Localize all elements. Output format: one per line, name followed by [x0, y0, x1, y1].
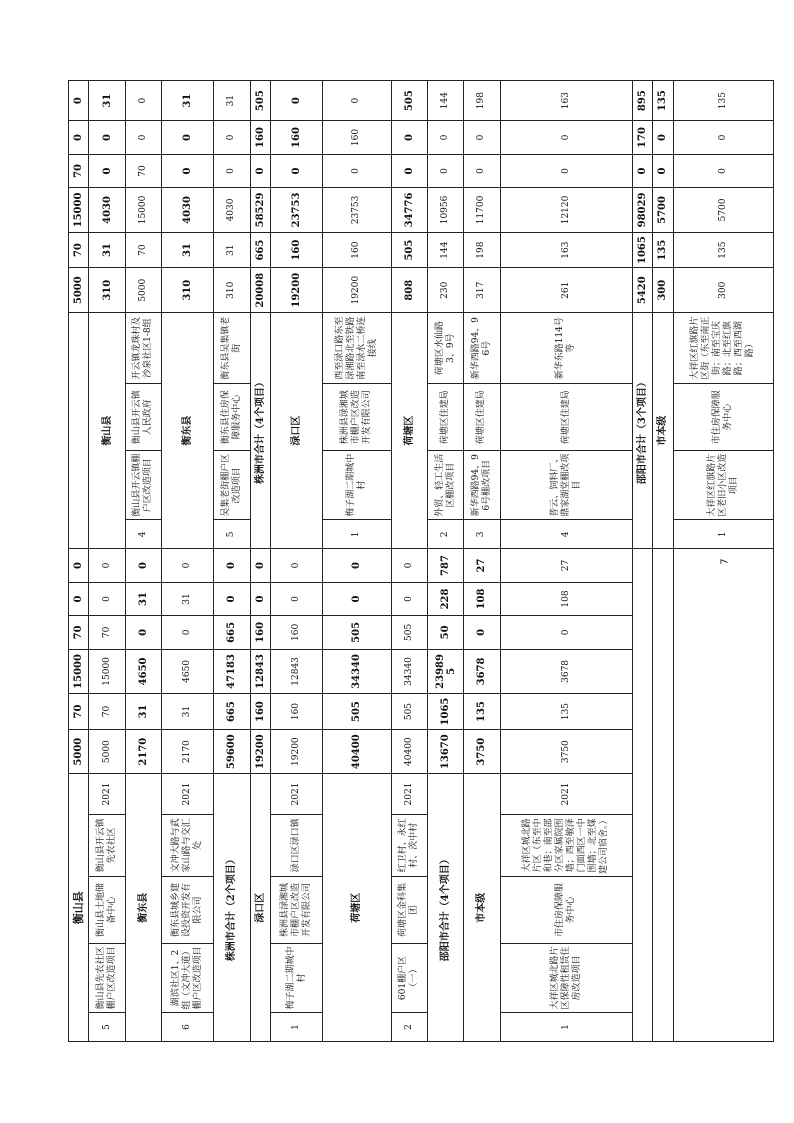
value-cell: 3750 — [500, 729, 632, 774]
value-cell: 70 — [69, 154, 89, 187]
value-cell: 0 — [464, 616, 500, 649]
row-number: 5 — [214, 520, 250, 549]
row-number: 4 — [125, 520, 161, 549]
value-cell: 27 — [464, 549, 500, 582]
year: 2021 — [391, 774, 427, 814]
project-name: 外贸、轻工生活区棚改项目 — [427, 451, 463, 520]
value-cell: 0 — [125, 81, 161, 121]
value-cell: 27 — [500, 549, 632, 582]
value-cell: 0 — [391, 549, 427, 582]
location: 文冲大路与武家山路与交汇处 — [162, 814, 214, 876]
section-label: 市本级 — [653, 313, 673, 549]
value-cell: 0 — [673, 154, 773, 187]
value-cell: 160 — [250, 121, 270, 154]
value-cell: 5000 — [89, 729, 125, 774]
value-cell: 135 — [673, 232, 773, 268]
value-cell: 505 — [323, 616, 391, 649]
total-label: 邵阳市合计（3个项目） — [632, 313, 652, 549]
value-cell: 5700 — [653, 188, 673, 233]
value-cell: 15000 — [69, 188, 89, 233]
table-row — [632, 81, 652, 1042]
value-cell: 70 — [125, 232, 161, 268]
value-cell: 505 — [391, 232, 427, 268]
value-cell: 505 — [391, 81, 427, 121]
implementing-unit: 衡山县开云镇人民政府 — [125, 384, 161, 451]
value-cell: 160 — [250, 616, 270, 649]
value-cell: 0 — [271, 81, 323, 121]
row-number: 2 — [391, 1013, 427, 1042]
value-cell: 261 — [500, 268, 632, 313]
value-cell: 59600 — [214, 729, 250, 774]
value-cell: 0 — [214, 549, 250, 582]
value-cell: 5420 — [632, 268, 652, 313]
value-cell: 198 — [464, 81, 500, 121]
value-cell: 310 — [162, 268, 214, 313]
value-cell: 70 — [89, 694, 125, 730]
section-label: 荷塘区 — [391, 313, 427, 549]
value-cell: 317 — [464, 268, 500, 313]
value-cell: 0 — [214, 121, 250, 154]
value-cell: 98029 — [632, 188, 652, 233]
value-cell: 19200 — [271, 268, 323, 313]
value-cell: 0 — [89, 582, 125, 615]
value-cell: 5700 — [673, 188, 773, 233]
table-row — [500, 81, 632, 1042]
project-name: 大祥区城北路片区保障性租赁住房改造项目 — [500, 943, 632, 1012]
total-label: 邵阳市合计（4个项目） — [427, 774, 463, 1042]
value-cell: 135 — [500, 694, 632, 730]
value-cell: 10956 — [427, 188, 463, 233]
value-cell: 228 — [427, 582, 463, 615]
value-cell: 3678 — [464, 649, 500, 694]
blank-cell — [673, 549, 773, 1042]
implementing-unit: 荷塘区住建局 — [500, 384, 632, 451]
table-row — [271, 81, 323, 1042]
value-cell: 170 — [632, 121, 652, 154]
value-cell: 505 — [391, 694, 427, 730]
value-cell: 0 — [162, 616, 214, 649]
value-cell: 144 — [427, 232, 463, 268]
project-name: 新华西路94、96号棚改项目 — [464, 451, 500, 520]
project-name: 普云、饲料厂、鼎家湖堂棚改项目 — [500, 451, 632, 520]
value-cell: 239895 — [427, 649, 463, 694]
value-cell: 0 — [271, 154, 323, 187]
value-cell: 0 — [464, 121, 500, 154]
value-cell: 0 — [632, 154, 652, 187]
value-cell: 11700 — [464, 188, 500, 233]
value-cell: 12120 — [500, 188, 632, 233]
value-cell: 1065 — [632, 232, 652, 268]
implementing-unit: 荷塘区金科集团 — [391, 877, 427, 944]
project-name: 吴集老街棚户区改造项目 — [214, 451, 250, 520]
value-cell: 0 — [271, 582, 323, 615]
section-label: 荷塘区 — [323, 774, 391, 1042]
location: 荷塘区水仙路3、9号 — [427, 313, 463, 384]
value-cell: 34340 — [391, 649, 427, 694]
section-label: 渌口区 — [250, 774, 270, 1042]
value-cell: 15000 — [89, 649, 125, 694]
section-label: 衡山县 — [89, 313, 125, 549]
value-cell: 300 — [653, 268, 673, 313]
implementing-unit: 株洲县渌湘城市棚户区改造开发有限公司 — [323, 384, 391, 451]
value-cell: 0 — [162, 549, 214, 582]
value-cell: 0 — [250, 582, 270, 615]
table-row — [323, 81, 391, 1042]
value-cell: 0 — [89, 154, 125, 187]
blank-cell — [632, 549, 652, 1042]
value-cell: 0 — [653, 121, 673, 154]
implementing-unit: 衡东县城乡建设投资开发有限公司 — [162, 877, 214, 944]
value-cell: 19200 — [323, 268, 391, 313]
value-cell: 58529 — [250, 188, 270, 233]
value-cell: 0 — [500, 616, 632, 649]
row-number: 1 — [271, 1013, 323, 1042]
project-name: 梅子湖二期城中村 — [271, 943, 323, 1012]
value-cell: 665 — [214, 616, 250, 649]
value-cell: 135 — [464, 694, 500, 730]
value-cell: 0 — [391, 154, 427, 187]
value-cell: 895 — [632, 81, 652, 121]
value-cell: 0 — [125, 121, 161, 154]
value-cell: 19200 — [250, 729, 270, 774]
section-label: 市本级 — [464, 774, 500, 1042]
value-cell: 0 — [500, 154, 632, 187]
location: 开云镇龙珠村及沙泉社区1-8组 — [125, 313, 161, 384]
implementing-unit: 荷塘区住建局 — [427, 384, 463, 451]
row-number: 2 — [427, 520, 463, 549]
implementing-unit: 株洲县渌湘城市棚户区改造开发有限公司 — [271, 877, 323, 944]
value-cell: 70 — [69, 232, 89, 268]
value-cell: 505 — [250, 81, 270, 121]
value-cell: 0 — [323, 549, 391, 582]
value-cell: 198 — [464, 232, 500, 268]
value-cell: 1065 — [427, 694, 463, 730]
section-label: 衡东县 — [162, 313, 214, 549]
value-cell: 505 — [391, 616, 427, 649]
value-cell: 20008 — [250, 268, 270, 313]
value-cell: 19200 — [271, 729, 323, 774]
value-cell: 0 — [89, 121, 125, 154]
location: 衡山县开云镇先农社区 — [89, 814, 125, 876]
location: 新华东路114号等 — [500, 313, 632, 384]
blank-cell — [653, 549, 673, 1042]
implementing-unit: 市住房保障服务中心 — [673, 384, 773, 451]
implementing-unit: 衡东县住房保障服务中心 — [214, 384, 250, 451]
value-cell: 31 — [125, 694, 161, 730]
value-cell: 163 — [500, 81, 632, 121]
implementing-unit: 衡山县土地储备中心 — [89, 877, 125, 944]
row-number: 5 — [89, 1013, 125, 1042]
value-cell: 31 — [162, 232, 214, 268]
value-cell: 160 — [271, 616, 323, 649]
value-cell: 3750 — [464, 729, 500, 774]
value-cell: 2170 — [162, 729, 214, 774]
value-cell: 5000 — [69, 729, 89, 774]
section-label: 衡东县 — [125, 774, 161, 1042]
value-cell: 160 — [271, 121, 323, 154]
table-row — [427, 81, 463, 1042]
value-cell: 31 — [162, 81, 214, 121]
row-number: 1 — [500, 1013, 632, 1042]
value-cell: 0 — [162, 154, 214, 187]
value-cell: 160 — [271, 232, 323, 268]
project-name: 大祥区红旗路片区老旧小区改造项目 — [673, 451, 773, 520]
value-cell: 0 — [391, 582, 427, 615]
value-cell: 0 — [125, 549, 161, 582]
value-cell: 15000 — [69, 649, 89, 694]
value-cell: 5000 — [125, 268, 161, 313]
value-cell: 665 — [250, 232, 270, 268]
value-cell: 4650 — [162, 649, 214, 694]
value-cell: 0 — [500, 121, 632, 154]
value-cell: 31 — [125, 582, 161, 615]
table-row — [125, 81, 161, 1042]
year: 2021 — [162, 774, 214, 814]
value-cell: 135 — [653, 232, 673, 268]
value-cell: 70 — [125, 154, 161, 187]
location: 大祥区红旗路片区街（东至南正街；南至宝庆路；北至红旗路；西至西湖路） — [673, 313, 773, 384]
value-cell: 4030 — [162, 188, 214, 233]
value-cell: 160 — [250, 694, 270, 730]
value-cell: 70 — [89, 616, 125, 649]
project-name: 衡山县开云镇棚户区改造项目 — [125, 451, 161, 520]
table-row — [69, 81, 89, 1042]
value-cell: 23753 — [271, 188, 323, 233]
value-cell: 40400 — [323, 729, 391, 774]
value-cell: 163 — [500, 232, 632, 268]
value-cell: 160 — [323, 121, 391, 154]
project-name: 衡山县先农社区棚户区改造项目 — [89, 943, 125, 1012]
value-cell: 0 — [323, 81, 391, 121]
value-cell: 108 — [500, 582, 632, 615]
value-cell: 5000 — [69, 268, 89, 313]
value-cell: 0 — [69, 582, 89, 615]
table-row — [89, 81, 125, 1042]
project-table — [68, 80, 774, 1042]
value-cell: 0 — [89, 549, 125, 582]
region-header: 衡山县 — [69, 774, 89, 1042]
table-row — [214, 81, 250, 1042]
value-cell: 144 — [427, 81, 463, 121]
value-cell: 0 — [69, 81, 89, 121]
value-cell: 0 — [673, 121, 773, 154]
value-cell: 160 — [271, 694, 323, 730]
value-cell: 310 — [214, 268, 250, 313]
value-cell: 4030 — [214, 188, 250, 233]
value-cell: 0 — [653, 154, 673, 187]
value-cell: 160 — [323, 232, 391, 268]
value-cell: 0 — [464, 154, 500, 187]
value-cell: 0 — [69, 121, 89, 154]
value-cell: 0 — [162, 121, 214, 154]
table-row — [250, 81, 270, 1042]
year: 2021 — [271, 774, 323, 814]
value-cell: 3678 — [500, 649, 632, 694]
value-cell: 230 — [427, 268, 463, 313]
value-cell: 665 — [214, 694, 250, 730]
value-cell: 0 — [250, 549, 270, 582]
value-cell: 31 — [89, 232, 125, 268]
year: 2021 — [500, 774, 632, 814]
value-cell: 0 — [323, 154, 391, 187]
blank-cell — [69, 313, 89, 549]
table-row — [391, 81, 427, 1042]
total-label: 株洲市合计（4个项目） — [250, 313, 270, 549]
row-number: 4 — [500, 520, 632, 549]
value-cell: 31 — [89, 81, 125, 121]
value-cell: 2170 — [125, 729, 161, 774]
location: 红卫村、永红村、茨中村 — [391, 814, 427, 876]
value-cell: 70 — [69, 694, 89, 730]
value-cell: 31 — [162, 582, 214, 615]
value-cell: 4030 — [89, 188, 125, 233]
value-cell: 34340 — [323, 649, 391, 694]
value-cell: 47183 — [214, 649, 250, 694]
row-number: 1 — [673, 520, 773, 549]
year: 2021 — [89, 774, 125, 814]
value-cell: 31 — [162, 694, 214, 730]
value-cell: 787 — [427, 549, 463, 582]
rotated-table-container — [68, 80, 774, 1042]
value-cell: 23753 — [323, 188, 391, 233]
project-name: 601棚户区（一） — [391, 943, 427, 1012]
value-cell: 0 — [427, 154, 463, 187]
table-row — [162, 81, 214, 1042]
value-cell: 808 — [391, 268, 427, 313]
value-cell: 34776 — [391, 188, 427, 233]
value-cell: 0 — [214, 154, 250, 187]
page-number: 7 — [719, 558, 731, 565]
value-cell: 40400 — [391, 729, 427, 774]
value-cell: 31 — [214, 232, 250, 268]
value-cell: 13670 — [427, 729, 463, 774]
value-cell: 0 — [125, 616, 161, 649]
row-number: 1 — [323, 520, 391, 549]
value-cell: 31 — [214, 81, 250, 121]
table-body — [69, 81, 774, 1042]
project-name: 湖滨社区1、2组（文冲大道）棚户区改造项目 — [162, 943, 214, 1012]
value-cell: 0 — [427, 121, 463, 154]
implementing-unit: 荷塘区住建局 — [464, 384, 500, 451]
value-cell: 135 — [673, 81, 773, 121]
implementing-unit: 市住房保障服务中心 — [500, 877, 632, 944]
location: 新华西路94、96号 — [464, 313, 500, 384]
value-cell: 12843 — [250, 649, 270, 694]
value-cell: 310 — [89, 268, 125, 313]
location: 渌口区渌口镇 — [271, 814, 323, 876]
value-cell: 70 — [69, 616, 89, 649]
value-cell: 50 — [427, 616, 463, 649]
value-cell: 108 — [464, 582, 500, 615]
project-name: 梅子湖二期城中村 — [323, 451, 391, 520]
value-cell: 15000 — [125, 188, 161, 233]
value-cell: 0 — [323, 582, 391, 615]
total-label: 株洲市合计（2个项目） — [214, 774, 250, 1042]
value-cell: 135 — [653, 81, 673, 121]
table-row — [653, 81, 673, 1042]
location: 衡东县吴集镇老街 — [214, 313, 250, 384]
location: 大祥区城北路片区（东至中和巷；南至邵分区家属院围墙；西至敏泽门面西区一中围墙；北至煤建公司宿舍。） — [500, 814, 632, 876]
value-cell: 0 — [250, 154, 270, 187]
value-cell: 300 — [673, 268, 773, 313]
value-cell: 12843 — [271, 649, 323, 694]
row-number: 3 — [464, 520, 500, 549]
value-cell: 4650 — [125, 649, 161, 694]
row-number: 6 — [162, 1013, 214, 1042]
value-cell: 0 — [214, 582, 250, 615]
value-cell: 0 — [69, 549, 89, 582]
value-cell: 0 — [271, 549, 323, 582]
table-row — [464, 81, 500, 1042]
value-cell: 505 — [323, 694, 391, 730]
value-cell: 0 — [391, 121, 427, 154]
location: 西至渌口路东至渌湘路北至铁路南至渌水二桥连接线 — [323, 313, 391, 384]
section-label: 渌口区 — [271, 313, 323, 549]
